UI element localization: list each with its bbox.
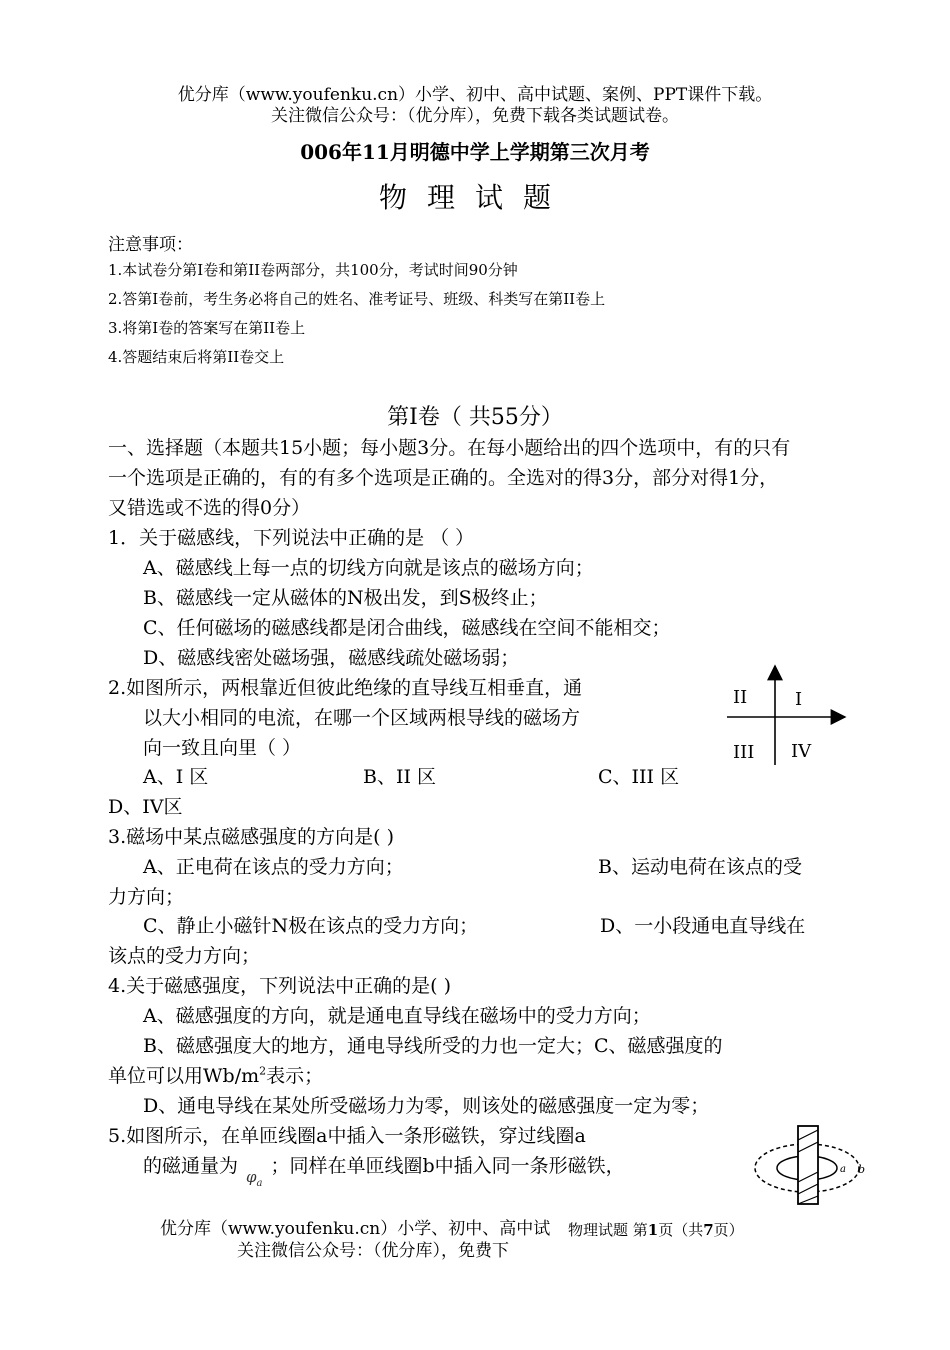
crossed-wires-diagram [725,660,850,770]
q3-option-c: C、静止小磁针N极在该点的受力方向； [143,915,479,937]
q5-line-2: 的磁通量为 $\varphi_a$；同样在单匝线圈b中插入同一条形磁铁， [143,1155,625,1189]
q2-line-2: 以大小相同的电流，在哪一个区域两根导线的磁场方 [143,707,581,729]
q1-option-b: B、磁感线一定从磁体的N极出发，到S极终止； [143,587,548,609]
q3-option-d: D、一小段通电直导线在 [600,915,806,937]
q3-option-b-cont: 力方向； [108,886,185,908]
q3-option-a: A、正电荷在该点的受力方向； [143,856,404,878]
q4-option-a: A、磁感强度的方向，就是通电直导线在磁场中的受力方向； [143,1005,651,1027]
q3-option-b: B、运动电荷在该点的受 [598,856,802,878]
q4-option-c-cont: 单位可以用$Wb/m^2$表示； [108,1064,324,1087]
q2-option-c: C、III 区 [598,766,680,788]
notes-heading: 注意事项： [108,235,193,255]
q5-line-1: 5.如图所示，在单匝线圈a中插入一条形磁铁，穿过线圈a [108,1125,586,1147]
instructions-line-3: 又错选或不选的得0分） [108,497,311,519]
header-line-2: 关注微信公众号：（优分库），免费下载各类试题试卷。 [271,106,679,126]
q1-option-a: A、磁感线上每一点的切线方向就是该点的磁场方向； [143,557,594,579]
instructions-line-1: 一、选择题（本题共15小题；每小题3分。在每小题给出的四个选项中，有的只有 [108,437,791,459]
region-label-i: I [795,689,803,710]
note-item-1: 1.本试卷分第I卷和第II卷两部分，共100分，考试时间90分钟 [108,261,518,279]
note-item-2: 2.答第I卷前，考生务必将自己的姓名、准考证号、班级、科类写在第II卷上 [108,290,606,308]
phi-a-symbol: $\varphi_a$ [246,1168,263,1189]
coil-b-label: b [858,1163,866,1176]
footer-line-1: 优分库（www.youfenku.cn）小学、初中、高中试 [160,1219,551,1239]
section-title: 第I卷（ 共55分） [387,405,563,430]
q4-option-d: D、通电导线在某处所受磁场力为零，则该处的磁感强度一定为零； [143,1095,710,1117]
region-label-ii: II [733,687,748,708]
exam-title: 006年11月明德中学上学期第三次月考 [300,140,650,164]
q4-option-b-c: B、磁感强度大的地方，通电导线所受的力也一定大；C、磁感强度的 [143,1035,723,1057]
region-label-iv: IV [791,741,812,762]
q1-option-c: C、任何磁场的磁感线都是闭合曲线，磁感线在空间不能相交； [143,617,671,639]
coil-a-label: a [840,1164,846,1175]
q2-option-b: B、II 区 [363,766,437,788]
magnet-coils-diagram [750,1120,870,1212]
note-item-3: 3.将第I卷的答案写在第II卷上 [108,319,306,337]
q1-option-d: D、磁感线密处磁场强，磁感线疏处磁场弱； [143,647,520,669]
footer-line-2: 关注微信公众号：（优分库），免费下 [237,1241,509,1261]
q2-line-1: 2.如图所示，两根靠近但彼此绝缘的直导线互相垂直，通 [108,677,583,699]
instructions-line-2: 一个选项是正确的，有的有多个选项是正确的。全选对的得3分，部分对得1分， [108,467,779,489]
note-item-4: 4.答题结束后将第II卷交上 [108,348,285,366]
subject-title: 物理试题 [378,181,571,214]
page-number: 物理试题 第1页（共7页） [556,1213,806,1253]
q1-stem: 1．关于磁感线，下列说法中正确的是 （ ） [108,527,475,549]
q2-line-3: 向一致且向里（ ） [143,737,302,759]
q3-option-d-cont: 该点的受力方向； [108,945,261,967]
q2-option-a: A、I 区 [143,766,209,788]
q4-stem: 4.关于磁感强度，下列说法中正确的是( ) [108,975,451,997]
region-label-iii: III [733,742,755,763]
q2-option-d: D、IV区 [108,796,183,818]
header-line-1: 优分库（www.youfenku.cn）小学、初中、高中试题、案例、PPT课件下载。 [177,85,773,105]
q3-stem: 3.磁场中某点磁感强度的方向是( ) [108,826,394,848]
